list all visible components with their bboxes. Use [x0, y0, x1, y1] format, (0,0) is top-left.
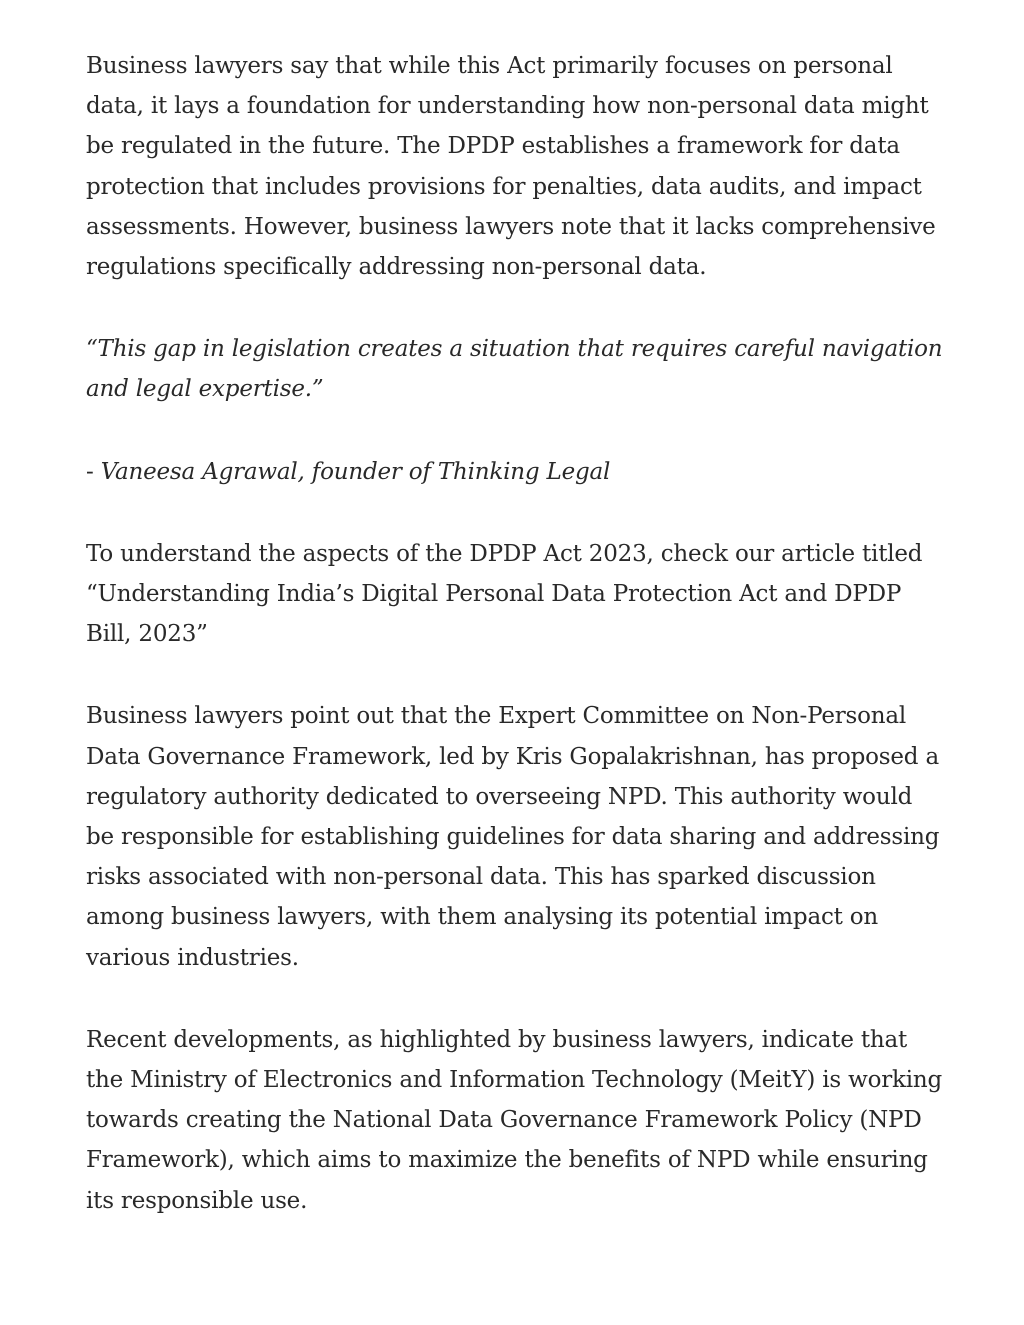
- quote-attribution: [86, 452, 946, 492]
- article-body: [86, 46, 946, 1263]
- attribution-dash: -: [86, 458, 101, 485]
- attribution-name: Vaneesa Agrawal, founder of Thinking Legal: [100, 458, 611, 485]
- paragraph-expert-committee: Business lawyers point out that the Expert Committee on Non-Personal Data Governance Framework, led by Kris Gopalakrishnan, has proposed a regulatory authority dedicated to overseeing NPD. This authority would be responsible for establishing guidelines for data sharing and addressing risks associated with non-personal data. This has sparked discussion among business lawyers, with them analysing its potential impact on various industries.: [86, 703, 940, 971]
- paragraph-recent-developments: Recent developments, as highlighted by business lawyers, indicate that the Ministry of Electronics and Information Technology (MeitY) is working towards creating the National Data Governance Framework Policy (NPD Framework), which aims to maximize the benefits of NPD while ensuring its responsible use.: [86, 1026, 943, 1214]
- pull-quote: “This gap in legislation creates a situation that requires careful navigation and legal expertise.”: [86, 336, 943, 403]
- paragraph-related-article: To understand the aspects of the DPDP Act 2023, check our article titled “Understanding India’s Digital Personal Data Protection Act and DPDP Bill, 2023”: [86, 540, 923, 648]
- paragraph-act-focus: Business lawyers say that while this Act primarily focuses on personal data, it lays a foundation for understanding how non-personal data might be regulated in the future. The DPDP establishes a framework for data protection that includes provisions for penalties, data audits, and impact assessments. However, business lawyers note that it lacks comprehensive regulations specifically addressing non-personal data.: [86, 53, 936, 281]
